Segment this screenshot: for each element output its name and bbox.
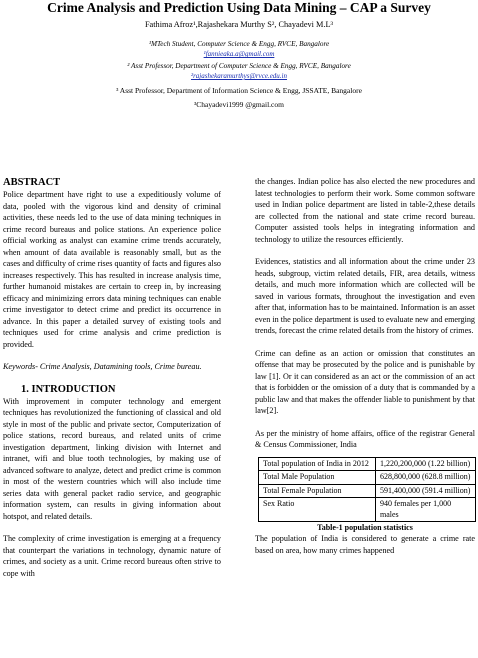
- table-row: [259, 457, 476, 471]
- affiliation-1: ¹MTech Student, Computer Science & Engg, RVCE, Bangalore: [148, 40, 330, 48]
- intro-paragraph-1: With improvement in computer technology and emergent techniques has revolutionized the functioning of classical and old style in most of the public and private sector, Computerization of police stations, record bureaus, and related units of crime investigation department, linking division with Internet and intranet, wifi and blue tooth technologies, by making use of advanced software to analyze, detect and predict crime is common in most of the western countries which will also include time series data with general packet radio service, and geographic information system, can results in giving information about hotspot, and related details.: [3, 396, 221, 521]
- email-2[interactable]: ²rajashekaramurthys@rvce.edu.in: [190, 72, 288, 80]
- right-paragraph-1: the changes. Indian police has also elected the new procedures and latest technologies to perform their work. Some common software used in Indian police department are listed in table-2,these details are collected from the national and state crime record bureau. Computer assisted tools helps in integrating information and technology to utilize the resources efficiently.: [255, 177, 475, 244]
- left-column: [3, 176, 221, 579]
- table-cell: Total population of India in 2012: [259, 457, 376, 471]
- affiliation-3: ³ Asst Professor, Department of Information Science & Engg, JSSATE, Bangalore: [116, 86, 362, 95]
- table-caption: Table-1 population statistics: [317, 523, 413, 532]
- right-column: [255, 176, 475, 556]
- author-list: Fathima Afroz¹,Rajashekara Murthy S², Chayadevi M.L³: [144, 20, 334, 29]
- abstract-body: Police department have right to use a expeditiously volume of data, pooled with the vigorous kind and density of criminal activities, these needs led to the use of data mining techniques in crime record bureaus and police stations. An experience police official working as analyst can examine crime trends accurately, when amount of data available is reasonably small, but as the cases and difficulty of crime rises quantity of facts and figures also increases respectively. This has resulted in increase analysis time, further humanoid mistakes are certain to creep in, by increasing efficacy and minimizing errors data mining techniques can enable crime investigator to detect crime and predict its occurrence in advance. In this paper a detailed survey of existing tools and techniques used for crime analysis and crime prediction is provided.: [3, 190, 221, 349]
- affiliation-2: ² Asst Professor, Department of Computer Science & Engg, RVCE, Bangalore: [127, 62, 351, 70]
- table-cell: Total Male Population: [259, 471, 376, 485]
- table-cell: Sex Ratio: [259, 498, 376, 522]
- table-row: [259, 484, 476, 498]
- table-cell: 628,800,000 (628.8 million): [376, 471, 476, 485]
- table-cell: 591,400,000 (591.4 million): [376, 484, 476, 498]
- table-cell: 940 females per 1,000 males: [376, 498, 476, 522]
- keywords: Keywords- Crime Analysis, Datamining tools, Crime bureau.: [3, 362, 202, 371]
- table-row: [259, 498, 476, 522]
- table-cell: Total Female Population: [259, 484, 376, 498]
- abstract-heading: ABSTRACT: [3, 177, 61, 188]
- right-paragraph-2: Evidences, statistics and all information about the crime under 23 heads, subgroup, victim related details, FIR, area details, witness details, and much more information which are collected will be saved in various formats, throughout the investigation and even after that, information has to be maintained. Information is an asset even in the police department is used to evaluate new and emerging trends, forecast the crime related details from the history of crimes.: [255, 257, 475, 335]
- email-3: ³Chayadevi1999 @gmail.com: [194, 100, 284, 109]
- intro-paragraph-2: The complexity of crime investigation is emerging at a frequency that counterpart the variations in technology, dynamic nature of crimes, and society as a unit. Crime record bureaus often strive to cope with: [3, 534, 221, 578]
- table-cell: 1,220,200,000 (1.22 billion): [376, 457, 476, 471]
- introduction-heading: 1. INTRODUCTION: [21, 383, 116, 395]
- paper-title: Crime Analysis and Prediction Using Data Mining – CAP a Survey: [47, 0, 431, 15]
- right-paragraph-5: The population of India is considered to generate a crime rate based on area, how many crimes happened: [255, 534, 475, 555]
- population-table: [258, 457, 476, 523]
- right-paragraph-4: As per the ministry of home affairs, office of the registrar General & Census Commissioner, India: [255, 428, 475, 449]
- email-1[interactable]: ¹fannieaka.a@gmail.com: [203, 50, 275, 58]
- table-row: [259, 471, 476, 485]
- right-paragraph-3: Crime can define as an action or omission that constitutes an offense that may be prosecuted by the police and is punishable by law [1]. Or it can considered as an act or the commission of an act that is forbidden or the omission of a duty that is commanded by a public law and that makes the offender liable to punishment by that law[2].: [255, 348, 475, 415]
